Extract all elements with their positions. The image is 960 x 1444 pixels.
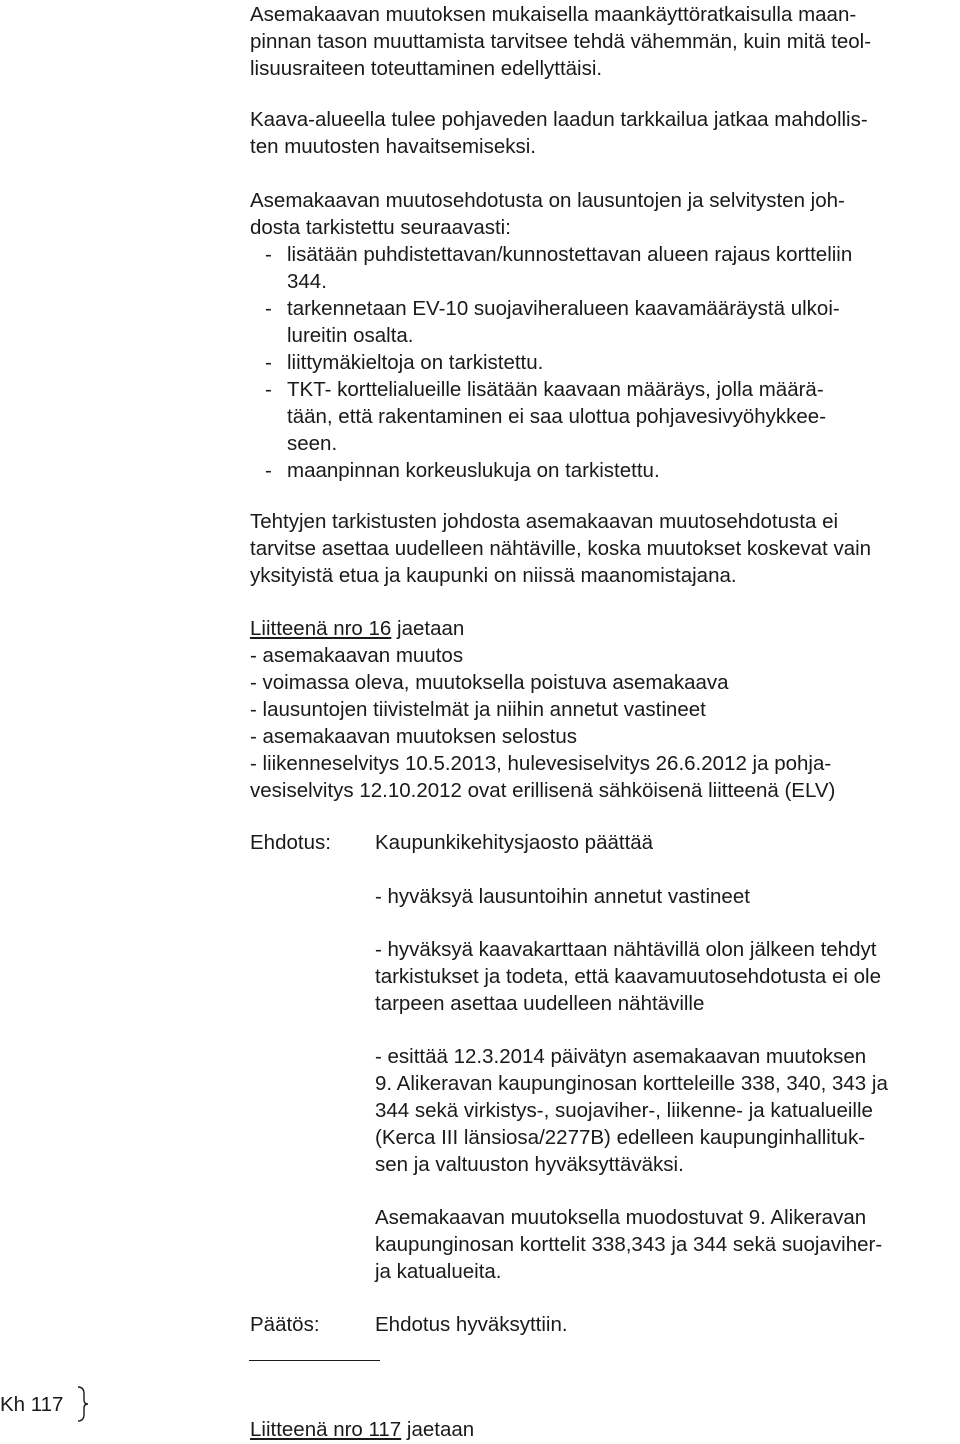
- paragraph-line: tarvitse asettaa uudelleen nähtäville, koska muutokset koskevat vain: [250, 537, 872, 560]
- attachments-heading: [250, 615, 464, 642]
- paragraph-line: Asemakaavan muutoksen mukaisella maankäyttöratkaisulla maan-: [250, 3, 857, 26]
- paragraph-line: Asemakaavan muutosehdotusta on lausuntojen ja selvitysten joh-: [250, 189, 845, 212]
- paragraph-line: pinnan tason muuttamista tarvitsee tehdä vähemmän, kuin mitä teol-: [250, 30, 872, 53]
- list-item: liittymäkieltoja on tarkistettu.: [287, 351, 544, 374]
- proposal-item: tarpeen asettaa uudelleen nähtäville: [375, 992, 705, 1015]
- brace-icon: [76, 1386, 90, 1422]
- proposal-heading: Kaupunkikehitysjaosto päättää: [375, 831, 654, 854]
- list-item: TKT- korttelialueille lisätään kaavaan määräys, jolla määrä-: [287, 378, 824, 401]
- paragraph-line: yksityistä etua ja kaupunki on niissä maanomistajana.: [250, 564, 737, 587]
- proposal-item: sen ja valtuuston hyväksyttäväksi.: [375, 1153, 684, 1176]
- paragraph-line: Kaava-alueella tulee pohjaveden laadun tarkkailua jatkaa mahdollis-: [250, 108, 868, 131]
- section-divider: [249, 1360, 380, 1361]
- attachments-heading: [250, 1416, 474, 1443]
- attachment-item: - liikenneselvitys 10.5.2013, hulevesiselvitys 26.6.2012 ja pohja-: [250, 752, 832, 775]
- list-item: maanpinnan korkeuslukuja on tarkistettu.: [287, 459, 660, 482]
- proposal-item: - hyväksyä kaavakarttaan nähtävillä olon jälkeen tehdyt: [375, 938, 877, 961]
- proposal-item: 9. Alikeravan kaupunginosan kortteleille 338, 340, 343 ja: [375, 1072, 888, 1095]
- proposal-item: (Kerca III länsiosa/2277B) edelleen kaupunginhallituk-: [375, 1126, 866, 1149]
- list-item: tarkennetaan EV-10 suojaviheralueen kaavamääräystä ulkoi-: [287, 297, 840, 320]
- paragraph-line: Tehtyjen tarkistusten johdosta asemakaavan muutosehdotusta ei: [250, 510, 839, 533]
- paragraph-line: dosta tarkistettu seuraavasti:: [250, 216, 511, 239]
- proposal-item: ja katualueita.: [375, 1260, 502, 1283]
- attachment-item: - lausuntojen tiivistelmät ja niihin annetut vastineet: [250, 698, 706, 721]
- list-item: 344.: [287, 270, 327, 293]
- attachment-item: - voimassa oleva, muutoksella poistuva asemakaava: [250, 671, 729, 694]
- list-dash: -: [265, 243, 272, 266]
- decision-label: Päätös:: [250, 1313, 320, 1336]
- attachment-item: - asemakaavan muutoksen selostus: [250, 725, 578, 748]
- proposal-item: 344 sekä virkistys-, suojaviher-, liikenne- ja katualueille: [375, 1099, 873, 1122]
- list-item: lureitin osalta.: [287, 324, 414, 347]
- list-item: lisätään puhdistettavan/kunnostettavan alueen rajaus kortteliin: [287, 243, 853, 266]
- paragraph-line: ten muutosten havaitsemiseksi.: [250, 135, 536, 158]
- decision-text: Ehdotus hyväksyttiin.: [375, 1313, 568, 1336]
- list-dash: -: [265, 297, 272, 320]
- attachment-suffix: jaetaan: [401, 1418, 475, 1441]
- list-dash: -: [265, 351, 272, 374]
- list-dash: -: [265, 378, 272, 401]
- attachment-link[interactable]: Liitteenä nro 16: [250, 617, 392, 640]
- list-item: seen.: [287, 432, 338, 455]
- proposal-item: - hyväksyä lausuntoihin annetut vastineet: [375, 885, 750, 908]
- proposal-item: - esittää 12.3.2014 päivätyn asemakaavan muutoksen: [375, 1045, 867, 1068]
- attachment-suffix: jaetaan: [391, 617, 465, 640]
- attachment-item: - asemakaavan muutos: [250, 644, 464, 667]
- section-number: Kh 117: [0, 1393, 64, 1416]
- proposal-label: Ehdotus:: [250, 831, 331, 854]
- list-item: tään, että rakentaminen ei saa ulottua pohjavesivyöhykkee-: [287, 405, 827, 428]
- attachment-item: vesiselvitys 12.10.2012 ovat erillisenä sähköisenä liitteenä (ELV): [250, 779, 836, 802]
- proposal-item: tarkistukset ja todeta, että kaavamuutosehdotusta ei ole: [375, 965, 881, 988]
- proposal-item: kaupunginosan korttelit 338,343 ja 344 sekä suojaviher-: [375, 1233, 883, 1256]
- paragraph-line: lisuusraiteen toteuttaminen edellyttäisi.: [250, 57, 603, 80]
- attachment-link[interactable]: Liitteenä nro 117: [250, 1418, 402, 1441]
- list-dash: -: [265, 459, 272, 482]
- proposal-item: Asemakaavan muutoksella muodostuvat 9. Alikeravan: [375, 1206, 867, 1229]
